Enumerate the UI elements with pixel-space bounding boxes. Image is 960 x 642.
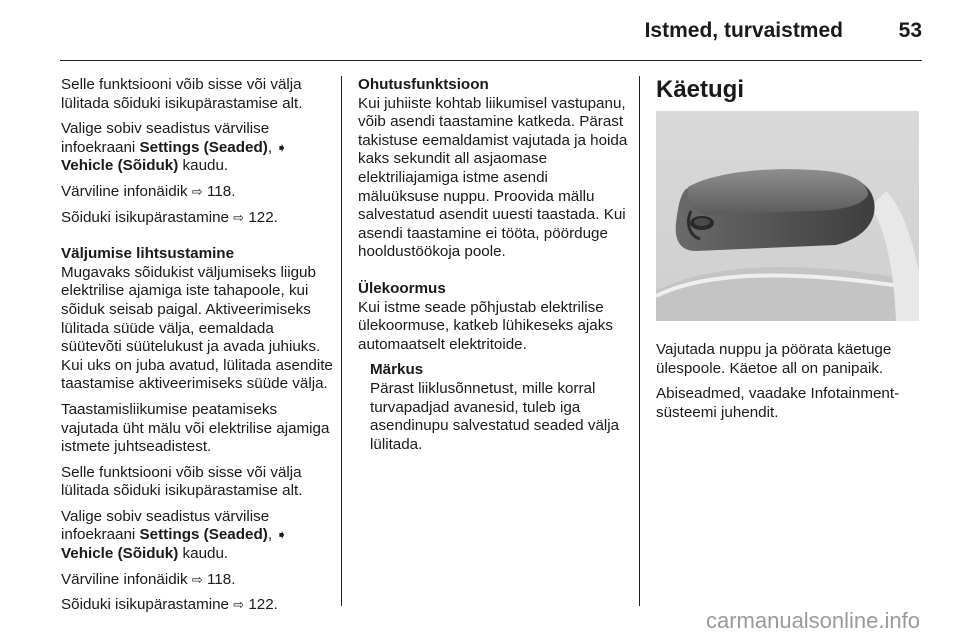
paragraph: Valige sobiv seadistus värvilise infoekraani Settings (Seaded), ➧ Vehicle (Sõiduk) kaudu. [61,507,288,563]
menu-vehicle: Vehicle (Sõiduk) [61,157,179,175]
section-heading: Käetugi [656,76,745,103]
header-rule [60,60,922,61]
column-left [61,76,333,622]
paragraph: Selle funktsiooni võib sisse või välja lülitada sõiduki isikupärastamise alt. [61,76,303,112]
cross-reference: Värviline infonäidik ⇨ 118. [61,570,236,588]
column-right [656,76,922,429]
page-number: 53 [898,19,922,42]
column-divider [341,76,342,606]
cross-reference: Sõiduki isikupärastamine ⇨ 122. [61,596,278,614]
reference-arrow-icon: ⇨ [233,597,245,613]
paragraph: Abiseadmed, vaadake Infotainment-süsteemi juhendit. [656,385,900,421]
menu-vehicle: Vehicle (Sõiduk) [61,545,179,563]
subheading: Väljumise lihtsustamine [61,245,235,263]
note-heading: Märkus [370,361,424,379]
paragraph: Vajutada nuppu ja pöörata käetuge ülespoole. Käetoe all on panipaik. [656,341,892,377]
column-divider [639,76,640,606]
arrow-right-icon: ➧ [276,139,288,155]
paragraph: Mugavaks sõidukist väljumiseks liigub elektrilise ajamiga iste tahapoole, kui sõiduk seisab paigal. Aktiveerimiseks lülitada süüde välja, eemaldada süütevõti süütelukust ja avada juhiuks. Kui uks on juba avatud, lülitada asendite taastamise aktiveerimiseks süüde välja. [61,263,333,393]
column-middle [358,76,630,461]
subheading: Ohutusfunktsioon [358,76,489,93]
armrest-illustration [656,111,919,321]
arrow-right-icon: ➧ [276,527,288,543]
section-title: Istmed, turvaistmed [644,19,843,42]
reference-arrow-icon: ⇨ [233,209,245,225]
reference-arrow-icon: ⇨ [191,571,203,587]
paragraph: Selle funktsiooni võib sisse või välja lülitada sõiduki isikupärastamise alt. [61,463,303,500]
note-text: Pärast liiklusõnnetust, mille korral turvapadjad avanesid, tuleb iga asendinupu salvestatud seaded välja lülitada. [370,379,620,453]
paragraph: Kui juhiiste kohtab liikumisel vastupanu, võib asendi taastamine katkeda. Pärast takistuse eemaldamist vajutada ja hoida kaks sekundit all asjaomase elektriliajamiga istme asendi mäluüksuse nuppu. Proovida mällu salvestatud asendit uuesti taastada. Kui asendi taastamine ei tööta, pöörduge hooldustöökoja poole. [358,94,628,261]
paragraph: Valige sobiv seadistus värvilise infoekraani Settings (Seaded), ➧ Vehicle (Sõiduk) kaudu. [61,120,288,175]
paragraph: Taastamisliikumise peatamiseks vajutada üht mälu või elektrilise ajamiga istmete juhtseadistest. [61,400,330,456]
menu-settings: Settings (Seaded) [139,138,268,156]
menu-settings: Settings (Seaded) [139,526,268,544]
subheading: Ülekoormus [358,279,446,297]
paragraph: Kui istme seade põhjustab elektrilise ülekoormuse, katkeb lühikeseks ajaks automaatselt elektritoide. [358,298,613,353]
watermark: carmanualsonline.info [705,608,920,633]
cross-reference: Sõiduki isikupärastamine ⇨ 122. [61,208,278,226]
note-box [358,361,630,454]
page-header [0,0,960,60]
reference-arrow-icon: ⇨ [191,183,203,199]
cross-reference: Värviline infonäidik ⇨ 118. [61,182,236,200]
